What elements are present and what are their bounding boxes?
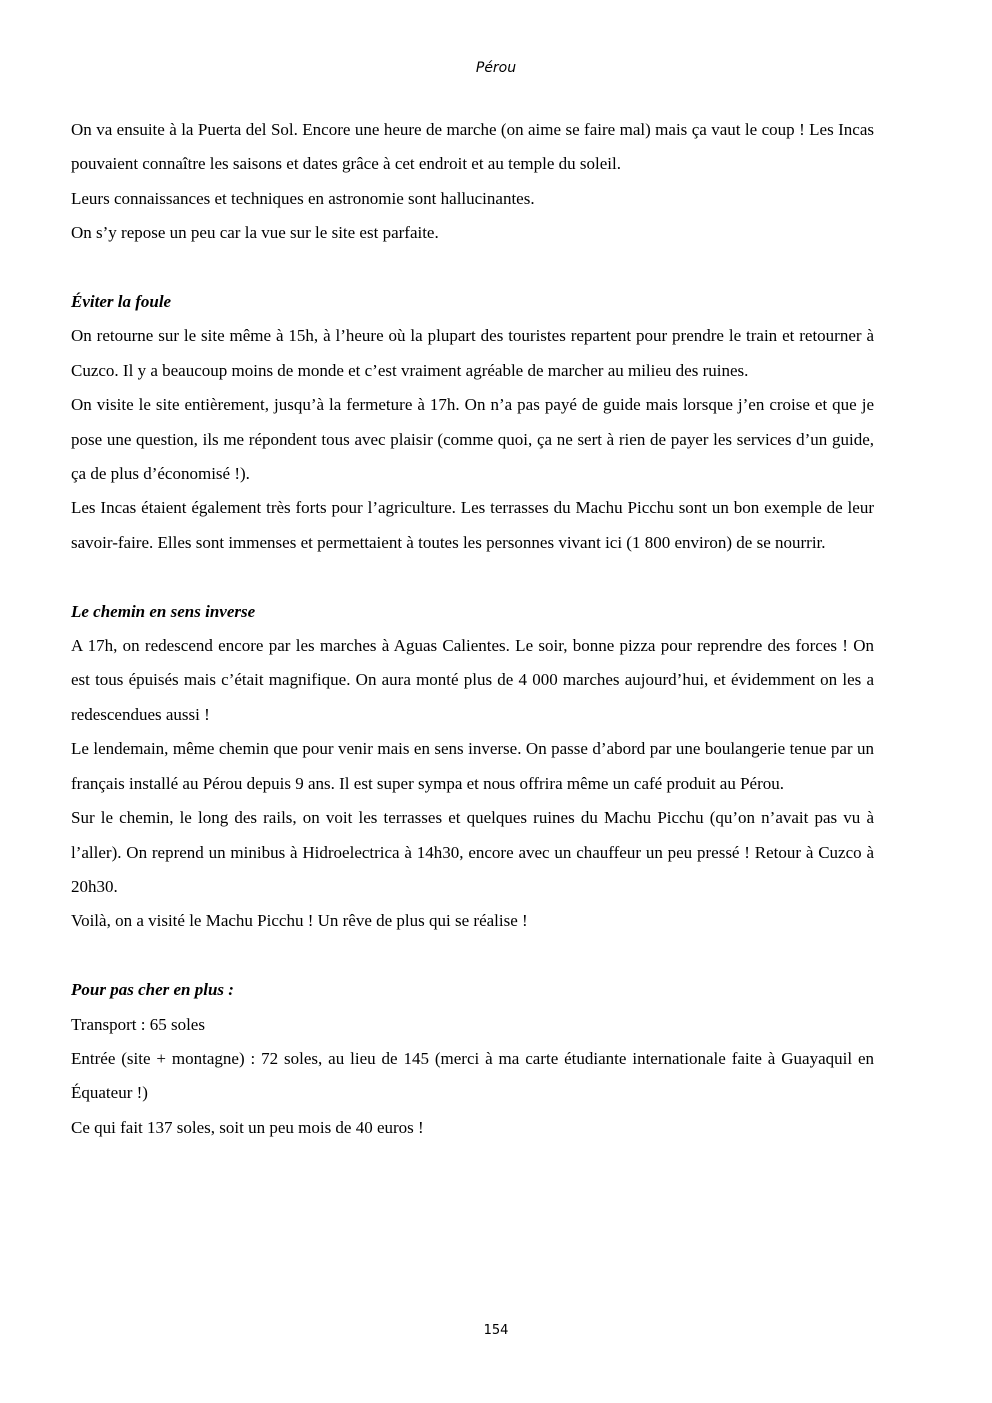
- paragraph: On visite le site entièrement, jusqu’à la fermeture à 17h. On n’a pas payé de guide mais lorsque j’en croise et que je pose une question, ils me répondent tous avec plaisir (comme quoi, ça ne sert à rien de payer les services d’un guide, ça de plus d’économisé !).: [71, 395, 874, 484]
- section-spacer: [71, 251, 874, 285]
- paragraph: Leurs connaissances et techniques en astronomie sont hallucinantes.: [71, 188, 535, 208]
- section-heading-foule: Éviter la foule: [71, 292, 172, 312]
- paragraph: Voilà, on a visité le Machu Picchu ! Un rêve de plus qui se réalise !: [71, 911, 528, 931]
- section-heading-budget: Pour pas cher en plus :: [71, 980, 234, 1000]
- paragraph: On s’y repose un peu car la vue sur le site est parfaite.: [71, 223, 439, 243]
- paragraph: Entrée (site + montagne) : 72 soles, au lieu de 145 (merci à ma carte étudiante internationale faite à Guayaquil en Équateur !): [71, 1048, 874, 1103]
- running-header: Pérou: [475, 60, 517, 76]
- paragraph: Sur le chemin, le long des rails, on voit les terrasses et quelques ruines du Machu Picchu (qu’on n’avait pas vu à l’aller). On reprend un minibus à Hidroelectrica à 14h30, encore avec un chauffeur un peu pressé ! Retour à Cuzco à 20h30.: [71, 808, 874, 896]
- paragraph: Le lendemain, même chemin que pour venir mais en sens inverse. On passe d’abord par une boulangerie tenue par un français installé au Pérou depuis 9 ans. Il est super sympa et nous offrira même un café produit au Pérou.: [71, 739, 874, 793]
- paragraph: On retourne sur le site même à 15h, à l’heure où la plupart des touristes repartent pour prendre le train et retourner à Cuzco. Il y a beaucoup moins de monde et c’est vraiment agréable de marcher au milieu des ruines.: [71, 326, 874, 380]
- section-heading-chemin: Le chemin en sens inverse: [71, 601, 256, 621]
- paragraph: A 17h, on redescend encore par les marches à Aguas Calientes. Le soir, bonne pizza pour reprendre des forces ! On est tous épuisés mais c’était magnifique. On aura monté plus de 4 000 marches aujourd’hui, et évidemment on les a redescendues aussi !: [71, 636, 874, 724]
- section-spacer: [71, 939, 874, 973]
- page-number: 154: [483, 1323, 509, 1338]
- section-spacer: [71, 560, 874, 594]
- paragraph: Les Incas étaient également très forts pour l’agriculture. Les terrasses du Machu Picchu sont un bon exemple de leur savoir-faire. Elles sont immenses et permettaient à toutes les personnes vivant ici (1 800 environ) de se nourrir.: [71, 498, 874, 552]
- paragraph: Transport : 65 soles: [71, 1014, 205, 1034]
- body-text: [71, 113, 874, 1145]
- paragraph: On va ensuite à la Puerta del Sol. Encore une heure de marche (on aime se faire mal) mais ça vaut le coup ! Les Incas pouvaient connaître les saisons et dates grâce à cet endroit et au temple du soleil.: [71, 120, 874, 174]
- paragraph: Ce qui fait 137 soles, soit un peu mois de 40 euros !: [71, 1117, 424, 1137]
